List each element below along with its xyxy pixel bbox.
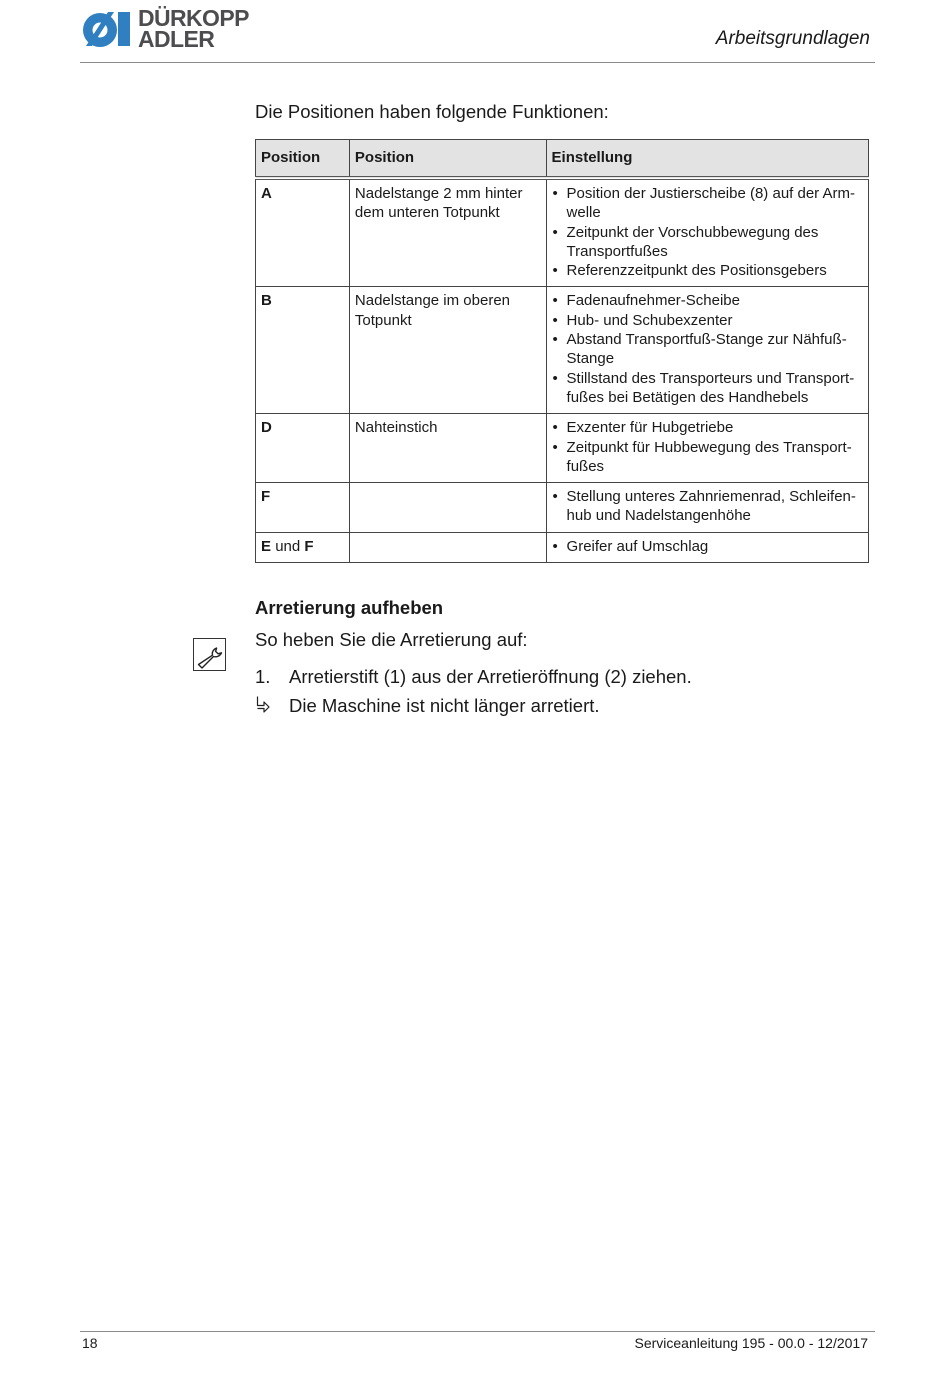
- position-code: F: [304, 537, 314, 555]
- row-description: Nahteinstich: [349, 414, 546, 483]
- table-header-row: [256, 140, 869, 179]
- row-position: B: [256, 287, 350, 414]
- row-position: [256, 532, 350, 562]
- table-row: [256, 178, 869, 287]
- list-item: • Zeitpunkt für Hubbewegung des Transport-fußes: [552, 438, 863, 477]
- result-arrow-icon: [255, 695, 271, 718]
- row-description: [349, 483, 546, 533]
- list-item: • Exzenter für Hubgetriebe: [552, 418, 863, 437]
- table-row: [256, 483, 869, 533]
- result-text: Die Maschine ist nicht länger arretiert.: [289, 695, 600, 716]
- header-position-description: Position: [349, 140, 546, 179]
- step-text: Arretierstift (1) aus der Arretieröffnung (2) ziehen.: [289, 666, 692, 687]
- page-number: 18: [82, 1335, 98, 1351]
- row-description: [349, 532, 546, 562]
- list-item: • Greifer auf Umschlag: [552, 537, 863, 556]
- logo-line-2: ADLER: [138, 26, 215, 52]
- row-settings: [546, 414, 868, 483]
- list-item: • Stellung unteres Zahnriemenrad, Schleifen-hub und Nadelstangenhöhe: [552, 487, 863, 526]
- list-item: • Zeitpunkt der Vorschubbewegung des Transportfußes: [552, 223, 863, 262]
- table-row: [256, 532, 869, 562]
- position-conjunction: und: [275, 537, 301, 555]
- list-item: • Position der Justierscheibe (8) auf der Arm-welle: [552, 184, 863, 223]
- brand-logo: [80, 5, 249, 56]
- logo-mark-icon: [80, 6, 136, 52]
- row-position: F: [256, 483, 350, 533]
- list-item: • Stillstand des Transporteurs und Transport-fußes bei Betätigen des Handhebels: [552, 369, 863, 408]
- row-description: Nadelstange im oberen Totpunkt: [349, 287, 546, 414]
- step-number: 1.: [255, 666, 271, 687]
- logo-line-1: DÜRKOPP: [138, 5, 249, 31]
- logo-wordmark: [138, 5, 268, 52]
- row-position: D: [256, 414, 350, 483]
- wrench-icon: [193, 638, 226, 671]
- list-item: • Fadenaufnehmer-Scheibe: [552, 291, 863, 310]
- footer-divider: [80, 1331, 875, 1332]
- document-id: Serviceanleitung 195 - 00.0 - 12/2017: [634, 1335, 868, 1351]
- row-settings: [546, 532, 868, 562]
- row-position: A: [256, 178, 350, 287]
- table-row: [256, 287, 869, 414]
- row-settings: [546, 178, 868, 287]
- table-row: [256, 414, 869, 483]
- row-description: Nadelstange 2 mm hinter dem unteren Totpunkt: [349, 178, 546, 287]
- position-code: E: [261, 537, 272, 555]
- header-position: Position: [256, 140, 350, 179]
- instruction-lead: So heben Sie die Arretierung auf:: [255, 629, 528, 650]
- row-settings: [546, 483, 868, 533]
- list-item: • Hub- und Schubexzenter: [552, 311, 863, 330]
- header-setting: Einstellung: [546, 140, 868, 179]
- row-settings: [546, 287, 868, 414]
- positions-table: [255, 139, 869, 563]
- header-divider: [80, 62, 875, 63]
- list-item: • Referenzzeitpunkt des Positionsgebers: [552, 261, 863, 280]
- intro-text: Die Positionen haben folgende Funktionen:: [255, 101, 609, 122]
- list-item: • Abstand Transportfuß-Stange zur Nähfuß-Stange: [552, 330, 863, 369]
- chapter-title: Arbeitsgrundlagen: [715, 28, 870, 49]
- section-title: Arretierung aufheben: [255, 597, 444, 618]
